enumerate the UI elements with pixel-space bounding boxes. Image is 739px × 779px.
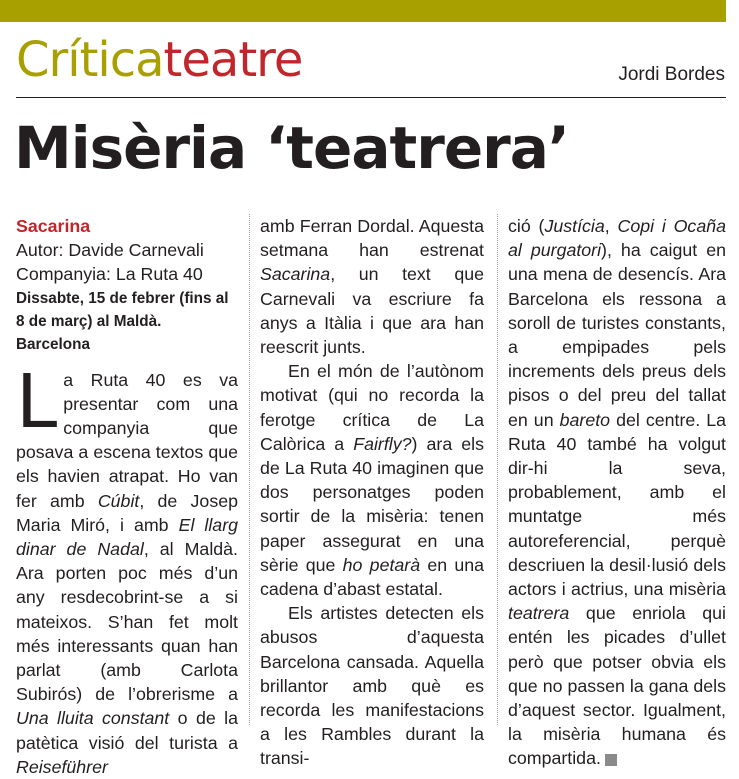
article-column-2 <box>260 214 484 771</box>
body-italic: teatrera <box>508 603 570 624</box>
body-text: o de la patètica visió del turista a <box>16 708 239 753</box>
body-italic: Fairfly? <box>353 433 412 454</box>
play-title: Sacarina <box>16 216 91 236</box>
body-italic: El llarg dinar de Nadal <box>16 514 239 560</box>
body-text: a Ruta 40 es va presentar com una companyia que posava a escena textos que els havien atrapat. Ho van fer amb <box>16 369 238 511</box>
body-paragraph <box>16 358 239 779</box>
article-column-3 <box>508 214 726 771</box>
info-company: Companyia: La Ruta 40 <box>16 264 203 285</box>
column-divider <box>249 214 250 725</box>
kicker-teatre: teatre <box>163 32 303 88</box>
body-text: ) ara els de La Ruta 40 imaginen que dos personatges poden sortir de la misèria: tenen paper assegurat en una sèrie que <box>260 433 484 575</box>
author-byline: Jordi Bordes <box>618 64 725 85</box>
headline: Misèria ‘teatrera’ <box>14 114 569 182</box>
body-text: ), ha caigut en una mena de desencís. Ara Barcelona els ressona a soroll de turistes constants, a empipades pels increments dels preus dels pisos o del preu del tallat en un <box>508 240 726 430</box>
body-paragraph <box>260 214 484 359</box>
body-italic: Reiseführer <box>16 756 108 777</box>
header-rule <box>16 97 726 98</box>
article-column-1 <box>16 214 238 779</box>
body-text: , <box>604 216 618 236</box>
body-text: que enriola qui entén les picades d’ullet però que potser obvia els que no passen la gana dels d’aquest sector. Igualment, la misèria humana és compartida. <box>508 603 726 769</box>
kicker-critica: Crítica <box>16 32 164 88</box>
body-italic: bareto <box>559 409 611 430</box>
drop-cap: L <box>16 358 58 445</box>
body-text: , al Maldà. Ara porten poc més d’un any resdecobrint-se a si mateixos. S’han fet molt més interessants quan han parlat (amb Carlota Subirós) de l’obrerisme a <box>16 539 238 705</box>
body-text: En el món de l’autònom motivat (qui no recorda la ferotge crítica de La Calòrica a <box>260 361 484 454</box>
body-italic: ho petarà <box>342 554 421 575</box>
body-italic: Sacarina <box>260 264 331 285</box>
body-paragraph: Els artistes detecten els abusos d’aquesta Barcelona cansada. Aquella brillantor amb què es recorda les manifestacions a les Rambles durant la transi- <box>260 603 484 769</box>
body-paragraph <box>508 214 726 771</box>
column-divider <box>497 214 498 725</box>
body-text: , un text que Carnevali va escriure fa anys a Itàlia i que ara han reescrit junts. <box>260 264 484 358</box>
body-text: ció ( <box>508 216 545 236</box>
body-text: amb Ferran Dordal. Aquesta setmana han estrenat <box>260 216 484 261</box>
body-italic: Copi i Ocaña al purgatori <box>508 216 726 261</box>
body-italic: Una lluita constant <box>16 708 170 729</box>
body-text: en una cadena d’abast estatal. <box>260 554 485 600</box>
body-paragraph <box>260 359 484 601</box>
top-color-bar <box>0 0 726 22</box>
body-italic: Justícia <box>544 216 605 236</box>
body-text: del centre. La Ruta 40 també ha volgut dir-hi la seva, probablement, amb el muntatge més autoreferencial, perquè descriuen la desil·lusió dels actors i actrius, una misèria <box>508 409 727 600</box>
info-date-venue: Dissabte, 15 de febrer (fins al 8 de març) al Maldà. Barcelona <box>16 289 229 353</box>
body-italic: Cúbit <box>97 490 140 511</box>
info-author: Autor: Davide Carnevali <box>16 240 204 261</box>
square-end-mark-icon <box>605 754 617 766</box>
section-kicker <box>16 30 302 90</box>
body-text: , de Josep Maria Miró, i amb <box>16 490 238 535</box>
